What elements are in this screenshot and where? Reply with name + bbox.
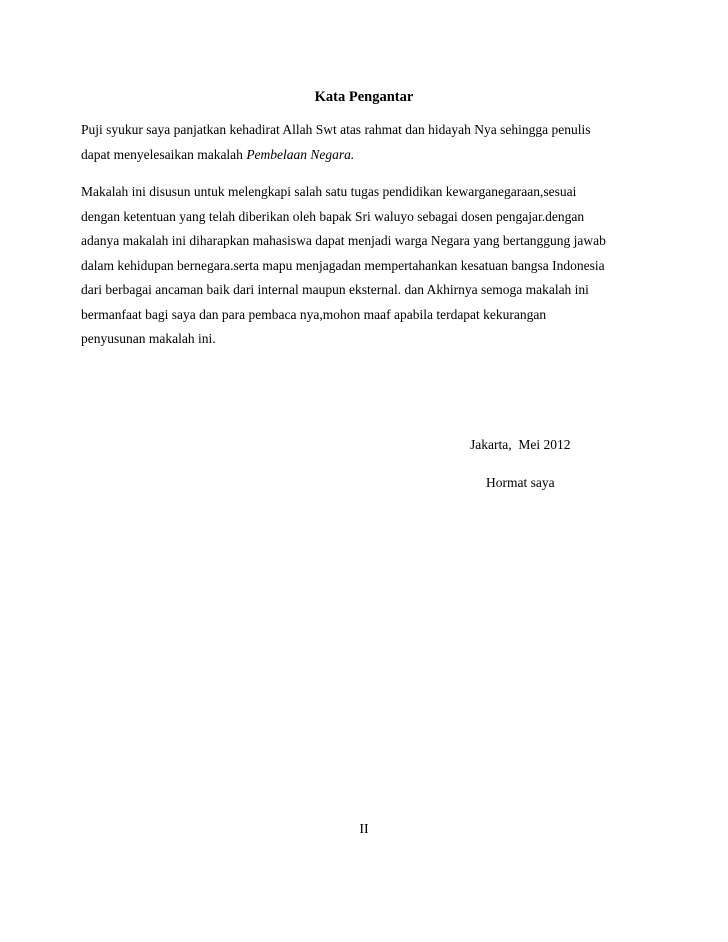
paragraph-line: dalam kehidupan bernegara.serta mapu menjagadan mempertahankan kesatuan bangsa Indonesia <box>81 257 605 273</box>
paragraph-intro <box>81 118 671 167</box>
paragraph-text: dapat menyelesaikan makalah <box>81 146 247 162</box>
paragraph-line: adanya makalah ini diharapkan mahasiswa dapat menjadi warga Negara yang bertanggung jawab <box>81 233 606 248</box>
paragraph-line: dengan ketentuan yang telah diberikan oleh bapak Sri waluyo sebagai dosen pengajar.dengan <box>81 208 585 224</box>
paragraph-line: penyusunan makalah ini. <box>81 331 216 346</box>
closing-salutation: Hormat saya <box>486 475 555 490</box>
paragraph-line: dari berbagai ancaman baik dari internal maupun eksternal. dan Akhirnya semoga makalah ini <box>81 282 589 297</box>
paragraph-line: bermanfaat bagi saya dan para pembaca nya,mohon maaf apabila terdapat kekurangan <box>81 306 547 322</box>
paragraph-line: Puji syukur saya panjatkan kehadirat Allah Swt atas rahmat dan hidayah Nya sehingga penulis <box>81 122 591 137</box>
page-number: II <box>359 822 369 837</box>
paragraph-line <box>81 143 671 168</box>
paragraph-purpose <box>81 180 671 352</box>
makalah-title-italic: Pembelaan Negara. <box>246 146 355 162</box>
paragraph-line: Makalah ini disusun untuk melengkapi salah satu tugas pendidikan kewarganegaraan,sesuai <box>81 184 577 199</box>
place-date: Jakarta, Mei 2012 <box>470 437 571 452</box>
document-title: Kata Pengantar <box>314 89 414 105</box>
